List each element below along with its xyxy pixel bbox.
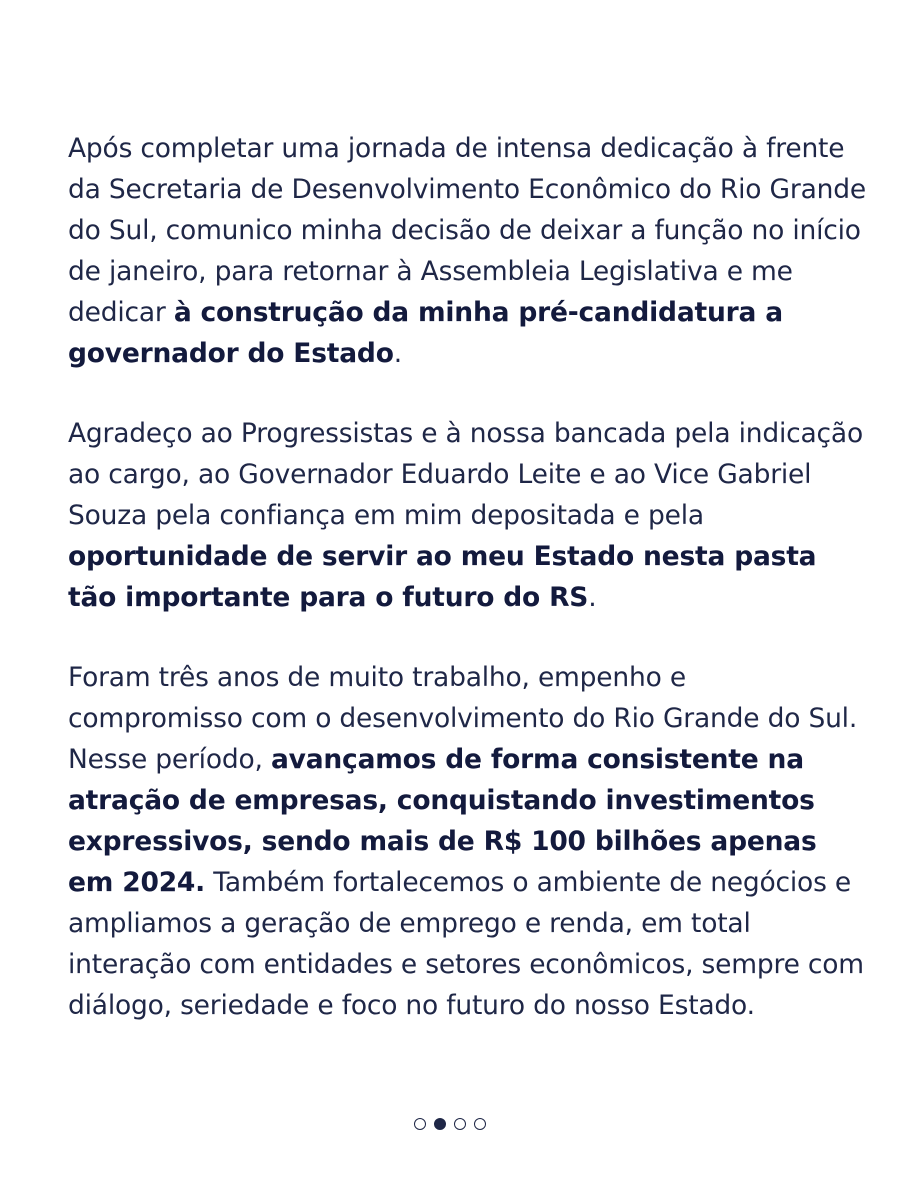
paragraph-1-text: Após completar uma jornada de intensa dedicação à frente da Secretaria de Desenvolvimento Econômico do Rio Grande do Sul, comunico minha decisão de deixar a função no início de janeiro, para retornar à Assembleia Legislativa e me dedicar: [68, 133, 866, 328]
paragraph-2: [68, 413, 868, 618]
paragraph-2-tail: .: [588, 582, 597, 613]
paragraph-3-text: Foram três anos de muito trabalho, empenho e compromisso com o desenvolvimento do Rio Grande do Sul. Nesse período,: [68, 662, 858, 775]
pagination-dot-1[interactable]: [414, 1118, 426, 1130]
paragraph-3: [68, 657, 868, 1026]
paragraph-3-tail: Também fortalecemos o ambiente de negócios e ampliamos a geração de emprego e renda, em total interação com entidades e setores econômicos, sempre com diálogo, seriedade e foco no futuro do nosso Estado.: [68, 867, 864, 1021]
paragraph-1-tail: .: [393, 338, 402, 369]
pagination-dot-3[interactable]: [454, 1118, 466, 1130]
carousel-pagination: [0, 1118, 900, 1130]
paragraph-2-highlight: oportunidade de servir ao meu Estado nesta pasta tão importante para o futuro do RS: [68, 541, 817, 613]
paragraph-1: [68, 128, 868, 374]
paragraph-2-text: Agradeço ao Progressistas e à nossa bancada pela indicação ao cargo, ao Governador Eduardo Leite e ao Vice Gabriel Souza pela confiança em mim depositada e pela: [68, 418, 863, 531]
pagination-dot-2[interactable]: [434, 1118, 446, 1130]
pagination-dot-4[interactable]: [474, 1118, 486, 1130]
paragraph-1-highlight: à construção da minha pré-candidatura a governador do Estado: [68, 297, 783, 369]
post-text: [68, 128, 868, 1065]
paragraph-3-highlight: avançamos de forma consistente na atração de empresas, conquistando investimentos expressivos, sendo mais de R$ 100 bilhões apenas em 2024.: [68, 744, 817, 898]
